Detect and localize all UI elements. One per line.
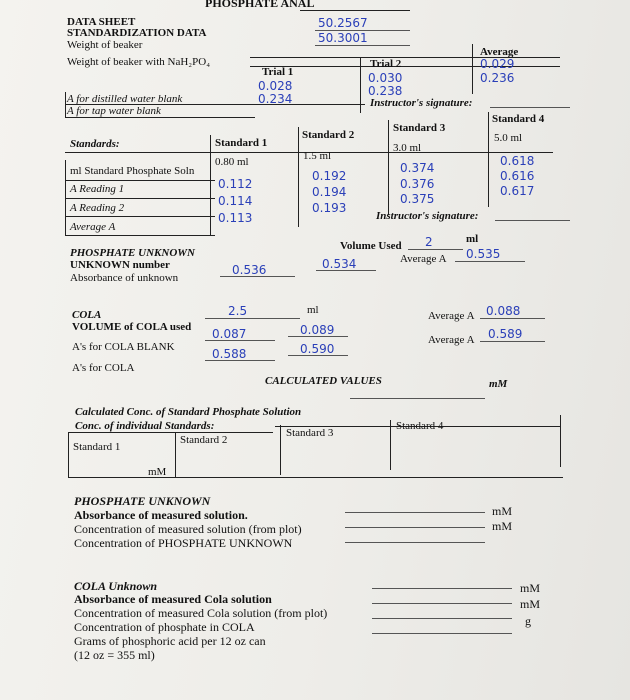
calc-table-divider-2 <box>280 425 281 475</box>
standards-divider-3 <box>388 120 389 215</box>
calc-table-rule-1 <box>68 432 273 433</box>
cola-blank-average-line <box>480 318 545 319</box>
cola-volume-line <box>205 318 300 319</box>
cola-calc-line5: (12 oz = 355 ml) <box>74 648 155 662</box>
calculated-unit: mM <box>489 378 508 390</box>
cola-blank-line-2 <box>288 336 348 337</box>
weight-beaker-value: 50.2567 <box>318 16 368 30</box>
standards-row-rule-3 <box>65 216 215 217</box>
cola-calc-line4: Grams of phosphoric acid per 12 oz can <box>74 634 266 648</box>
blanks-col-trial1: Trial 1 <box>262 66 294 78</box>
unknown-volume-label: Volume Used <box>340 240 402 252</box>
std2-reading1: 0.192 <box>312 169 347 183</box>
tap-trial2-value: 0.238 <box>368 84 403 98</box>
cola-cola-label: A's for COLA <box>72 362 135 374</box>
standards-col2: Standard 2 <box>302 129 355 141</box>
cola-value-1: 0.588 <box>212 347 247 361</box>
std3-reading1: 0.374 <box>400 161 435 175</box>
unknown-average-line <box>455 261 525 262</box>
standards-col4: Standard 4 <box>492 113 545 125</box>
standards-row-reading1: A Reading 1 <box>70 183 125 195</box>
unknown-calc-line2: Concentration of measured solution (from plot) <box>74 522 302 536</box>
standards-label: Standards: <box>70 138 120 150</box>
standards-col1: Standard 1 <box>215 137 268 149</box>
calc-std2-label: Standard 2 <box>180 434 228 446</box>
calculated-title: CALCULATED VALUES <box>265 375 382 387</box>
cola-calc-blank-4 <box>372 633 512 634</box>
std1-ml: 0.80 ml <box>215 156 249 168</box>
cola-calc-unit2: mM <box>520 597 541 611</box>
calculated-conc-heading: Calculated Conc. of Standard Phosphate Solution <box>75 406 302 418</box>
unknown-absorbance1-line <box>220 276 295 277</box>
unknown-number-label: UNKNOWN number <box>70 259 170 271</box>
weight-beaker-nah2po4-line <box>315 45 410 46</box>
standards-signature-line <box>495 220 570 221</box>
cola-average-line <box>480 341 545 342</box>
cola-average-value: 0.589 <box>488 327 523 341</box>
blanks-col-average: Average <box>480 46 519 58</box>
cola-calc-line1: Absorbance of measured Cola solution <box>74 592 272 606</box>
cola-calc-title: COLA Unknown <box>74 579 158 593</box>
cola-blank-value-2: 0.089 <box>300 323 335 337</box>
std3-reading2: 0.376 <box>400 177 435 191</box>
unknown-volume-value: 2 <box>425 235 433 249</box>
cola-value-2: 0.590 <box>300 342 335 356</box>
distilled-trial2-value: 0.030 <box>368 71 403 85</box>
calc-std3-label: Standard 3 <box>286 427 334 439</box>
weight-beaker-nah2po4-label: Weight of beaker with NaH₂PO₄ <box>67 56 211 68</box>
calc-std1-label: Standard 1 <box>73 441 121 453</box>
blanks-col-trial2: Trial 2 <box>370 58 402 70</box>
unknown-calc-blank-3 <box>345 542 485 543</box>
std1-average: 0.113 <box>218 211 253 225</box>
std4-average: 0.617 <box>500 184 535 198</box>
cola-calc-blank-3 <box>372 618 512 619</box>
calc-table-bottom-rule <box>68 477 563 478</box>
cola-blank-average-value: 0.088 <box>486 304 521 318</box>
std1-reading2: 0.114 <box>218 194 253 208</box>
cola-calc-unit4: g <box>525 614 531 628</box>
weight-beaker-label: Weight of beaker <box>67 39 143 51</box>
cola-calc-line3: Concentration of phosphate in COLA <box>74 620 255 634</box>
cola-blank-value-1: 0.087 <box>212 327 247 341</box>
std2-reading2: 0.194 <box>312 185 347 199</box>
std4-ml: 5.0 ml <box>494 132 523 144</box>
std1-reading1: 0.112 <box>218 177 253 191</box>
std2-average: 0.193 <box>312 201 347 215</box>
distilled-average-value: 0.029 <box>480 57 515 71</box>
unknown-calc-unit3: mM <box>492 519 513 533</box>
unknown-calc-blank-1 <box>345 512 485 513</box>
tap-average-value: 0.236 <box>480 71 515 85</box>
calc-table-right-border <box>560 415 561 467</box>
cola-volume-value: 2.5 <box>228 304 248 318</box>
unknown-title: PHOSPHATE UNKNOWN <box>70 247 195 259</box>
cola-volume-unit: ml <box>307 304 319 316</box>
title-rule <box>300 10 410 11</box>
calc-table-divider-1 <box>175 432 176 477</box>
standards-divider-2 <box>298 127 299 227</box>
standards-row-rule-2 <box>65 198 215 199</box>
cola-value-line-2 <box>288 355 348 356</box>
individual-standards-heading: Conc. of individual Standards: <box>75 420 215 432</box>
cola-calc-blank-1 <box>372 588 512 589</box>
sheet-title: PHOSPHATE ANAL <box>205 0 315 10</box>
data-sheet-label: DATA SHEET <box>67 16 136 28</box>
unknown-absorbance2-line <box>316 270 376 271</box>
blanks-instructor-signature: Instructor's signature: <box>370 97 473 109</box>
standards-row-ml: ml Standard Phosphate Soln <box>70 165 195 177</box>
cola-calc-unit1: mM <box>520 581 541 595</box>
calc-table-unit: mM <box>148 466 167 478</box>
blanks-row-tap: A for tap water blank <box>67 105 161 117</box>
unknown-absorbance1-value: 0.536 <box>232 263 267 277</box>
unknown-calc-line3: Concentration of PHOSPHATE UNKNOWN <box>74 536 293 550</box>
standards-row-rule-4 <box>65 235 215 236</box>
standards-left-border <box>65 160 66 235</box>
unknown-volume-line <box>408 249 463 250</box>
cola-blank-label: A's for COLA BLANK <box>72 341 175 353</box>
standardization-label: STANDARDIZATION DATA <box>67 27 207 39</box>
blanks-divider-2 <box>472 44 473 94</box>
cola-blank-average-label: Average A <box>428 310 475 322</box>
unknown-absorbance-label: Absorbance of unknown <box>70 272 179 284</box>
std3-ml: 3.0 ml <box>393 142 422 154</box>
unknown-calc-line1: Absorbance of measured solution. <box>74 508 248 522</box>
blanks-row-rule-2 <box>65 117 255 118</box>
blanks-row-rule-1 <box>65 104 365 105</box>
cola-title: COLA <box>72 309 102 321</box>
standards-divider-4 <box>488 112 489 207</box>
blanks-row-distilled: A for distilled water blank <box>67 93 183 105</box>
cola-average-label: Average A <box>428 334 475 346</box>
unknown-calc-blank-2 <box>345 527 485 528</box>
std2-ml: 1.5 ml <box>303 150 332 162</box>
cola-volume-label: VOLUME of COLA used <box>72 321 192 333</box>
std4-reading1: 0.618 <box>500 154 535 168</box>
standards-divider-1 <box>210 135 211 235</box>
calculated-conc-line <box>350 398 485 399</box>
standards-instructor-signature: Instructor's signature: <box>376 210 479 222</box>
unknown-average-value: 0.535 <box>466 247 501 261</box>
unknown-average-label: Average A <box>400 253 447 265</box>
blanks-left-border <box>65 92 66 118</box>
calc-std4-label: Standard 4 <box>396 420 444 432</box>
blanks-signature-line <box>490 107 570 108</box>
standards-row-average: Average A <box>70 221 116 233</box>
calc-table-left-border <box>68 432 69 477</box>
standards-col3: Standard 3 <box>393 122 446 134</box>
calc-table-divider-3 <box>390 420 391 470</box>
cola-calc-blank-2 <box>372 603 512 604</box>
weight-beaker-nah2po4-value: 50.3001 <box>318 31 368 45</box>
tap-trial1-value: 0.234 <box>258 92 293 106</box>
std3-average: 0.375 <box>400 192 435 206</box>
cola-calc-line2: Concentration of measured Cola solution (from plot) <box>74 606 328 620</box>
cola-blank-line-1 <box>205 340 275 341</box>
cola-value-line-1 <box>205 360 275 361</box>
unknown-calc-unit2: mM <box>492 504 513 518</box>
distilled-trial1-value: 0.028 <box>258 79 293 93</box>
unknown-calc-title: PHOSPHATE UNKNOWN <box>74 494 211 508</box>
standards-row-reading2: A Reading 2 <box>70 202 125 214</box>
standards-row-rule-1 <box>65 180 215 181</box>
unknown-volume-unit: ml <box>466 233 479 245</box>
std4-reading2: 0.616 <box>500 169 535 183</box>
unknown-absorbance2-value: 0.534 <box>322 257 357 271</box>
